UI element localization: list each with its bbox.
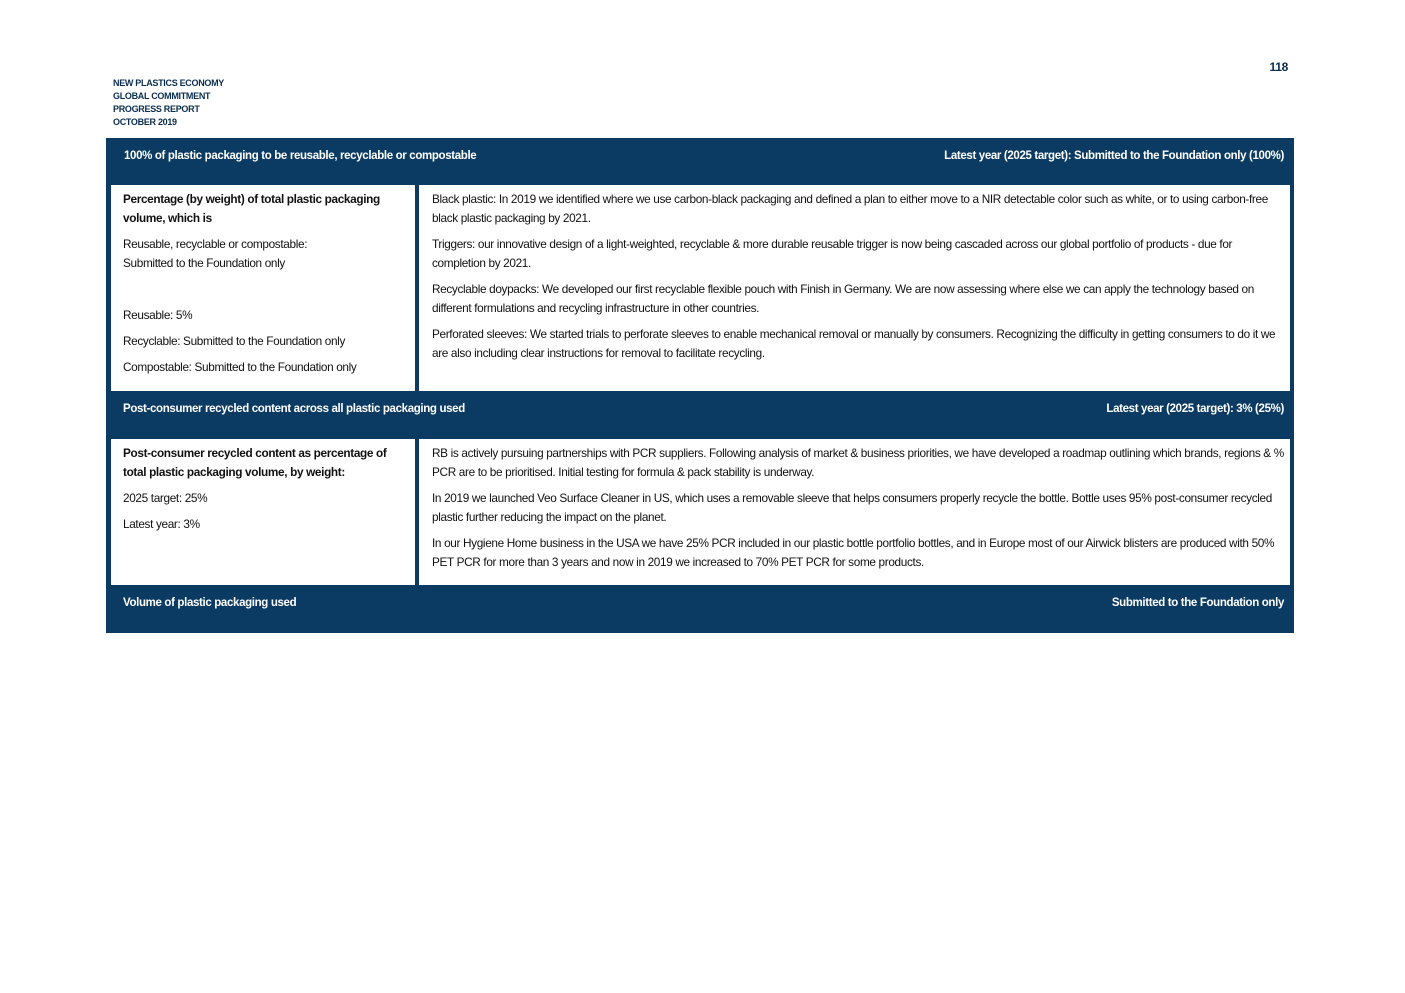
section2-paragraph: In our Hygiene Home business in the USA we have 25% PCR included in our plastic bottle portfolio bottles, and in Europe most of our Airwick blisters are produced with 50% PET PCR for more than 3 years and now in 2019 we increased to 70% PET PCR for some products. [432, 536, 1275, 569]
section2-metric-heading: Post-consumer recycled content as percentage of total plastic packaging volume, by weight: [123, 446, 387, 479]
section1-band [106, 138, 1294, 184]
section1-title: 100% of plastic packaging to be reusable, recyclable or compostable [124, 150, 477, 162]
section1-compostable: Compostable: Submitted to the Foundation only [123, 360, 357, 374]
section3-title: Volume of plastic packaging used [123, 597, 297, 609]
section2-metric-cell [111, 439, 415, 585]
section1-reusable: Reusable: 5% [123, 308, 193, 322]
section1-paragraph: Perforated sleeves: We started trials to perforate sleeves to enable mechanical removal or manually by consumers. Recognizing the difficulty in getting consumers to do it we are also including clear instructions for removal to facilitate recycling. [432, 327, 1276, 360]
section1-metric-cell [111, 185, 415, 391]
section2-target: 2025 target: 25% [123, 491, 208, 505]
section2-band [106, 392, 1294, 438]
section2-paragraph: RB is actively pursuing partnerships with PCR suppliers. Following analysis of market & business priorities, we have developed a roadmap outlining which brands, regions & % PCR are to be prioritised. Initial testing for formula & pack stability is underway. [432, 446, 1284, 479]
section1-paragraph: Recyclable doypacks: We developed our first recyclable flexible pouch with Finish in Germany. We are now assessing where else we can apply the technology based on different formulations and recycling infrastructure in other countries. [432, 282, 1254, 315]
section2-title: Post-consumer recycled content across all plastic packaging used [123, 403, 465, 415]
section3-status: Submitted to the Foundation only [1111, 597, 1284, 609]
section1-paragraph: Triggers: our innovative design of a light-weighted, recyclable & more durable reusable trigger is now being cascaded across our global portfolio of products - due for completion by 2021. [432, 237, 1233, 270]
section3-band [106, 586, 1294, 633]
report-header-line: PROGRESS REPORT [113, 104, 200, 114]
report-header-line: OCTOBER 2019 [113, 117, 177, 127]
report-header-line: NEW PLASTICS ECONOMY [113, 78, 225, 88]
section1-metric-heading: Percentage (by weight) of total plastic packaging volume, which is [123, 192, 380, 225]
section1-status: Latest year (2025 target): Submitted to the Foundation only (100%) [944, 150, 1284, 162]
section2-status: Latest year (2025 target): 3% (25%) [1106, 403, 1284, 415]
section1-recyclable: Recyclable: Submitted to the Foundation only [123, 334, 345, 348]
section1-description-cell [419, 185, 1290, 391]
section1-metric-line: Reusable, recyclable or compostable: [123, 237, 308, 251]
section2-latest: Latest year: 3% [123, 517, 200, 531]
section1-paragraph: Black plastic: In 2019 we identified where we use carbon-black packaging and defined a plan to either move to a NIR detectable color such as white, or to using carbon-free black plastic packaging by 2021. [432, 192, 1268, 225]
commitment-table [106, 138, 1294, 633]
section2-description-cell [419, 439, 1290, 585]
report-header-line: GLOBAL COMMITMENT [113, 91, 211, 101]
report-header [113, 77, 224, 129]
section2-paragraph: In 2019 we launched Veo Surface Cleaner in US, which uses a removable sleeve that helps consumers properly recycle the bottle. Bottle uses 95% post-consumer recycled plastic further reducing the impact on the planet. [432, 491, 1272, 524]
page-number: 118 [1269, 60, 1288, 74]
section1-metric-line: Submitted to the Foundation only [123, 256, 285, 270]
